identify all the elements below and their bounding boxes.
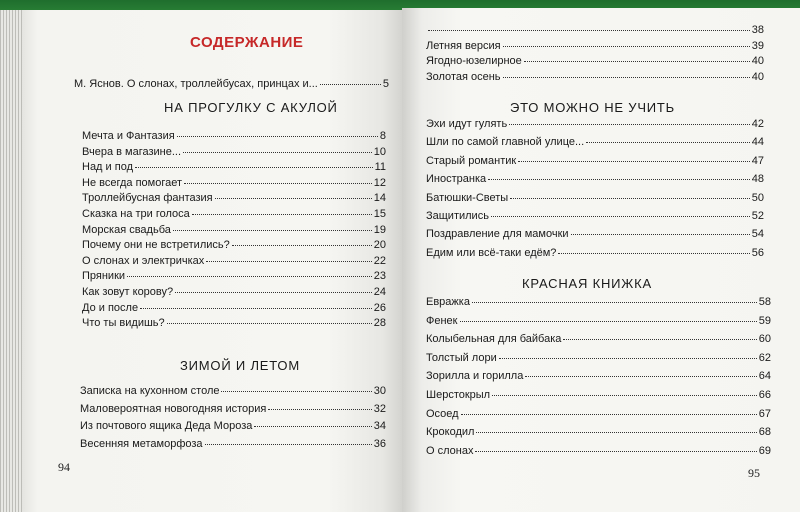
- entry-page: 28: [373, 317, 386, 330]
- leader-dots: [558, 253, 749, 254]
- entry-page: 19: [373, 223, 386, 236]
- toc-entry: [82, 130, 386, 142]
- toc-entry: [82, 192, 386, 204]
- entry-page: 68: [758, 426, 771, 439]
- entry-page: 22: [373, 254, 386, 267]
- entry-title: Едим или всё-таки едём?: [426, 246, 557, 259]
- toc-entry: [426, 71, 764, 83]
- section-heading-4: КРАСНАЯ КНИЖКА: [522, 276, 652, 291]
- toc-entry: [82, 270, 386, 282]
- entry-page: 10: [373, 145, 386, 158]
- entry-page: 5: [382, 78, 389, 90]
- toc-entry: [82, 302, 386, 314]
- entry-title: О слонах и электричках: [82, 254, 205, 267]
- entry-page: 30: [373, 385, 386, 397]
- toc-entry: [426, 333, 771, 345]
- entry-page: 23: [373, 270, 386, 283]
- toc-entry: [426, 296, 771, 308]
- entry-title: Почему они не встретились?: [82, 239, 230, 252]
- leader-dots: [460, 321, 757, 322]
- entry-page: 66: [758, 389, 771, 401]
- entry-page: 38: [751, 24, 764, 36]
- entry-page: 64: [758, 370, 771, 383]
- leader-dots: [571, 234, 750, 235]
- toc-entry: [80, 438, 386, 450]
- leader-dots: [140, 308, 372, 309]
- entry-page: 36: [373, 437, 386, 450]
- entry-title: Морская свадьба: [82, 223, 171, 236]
- toc-entry: [426, 408, 771, 420]
- entry-page: 62: [758, 351, 771, 364]
- leader-dots: [183, 152, 372, 153]
- leader-dots: [428, 30, 750, 31]
- leader-dots: [221, 391, 371, 392]
- toc-entry: [82, 286, 386, 298]
- toc-entry: [426, 228, 764, 240]
- entry-page: 47: [751, 154, 764, 167]
- toc-entry: [82, 255, 386, 267]
- toc-entry: [80, 403, 386, 415]
- entry-page: 54: [751, 228, 764, 241]
- entry-title: Поздравление для мамочки: [426, 228, 569, 241]
- entry-title: Пряники: [82, 270, 126, 283]
- leader-dots: [461, 414, 757, 415]
- leader-dots: [175, 292, 372, 293]
- entry-title: Летняя версия: [426, 39, 501, 52]
- entry-page: 34: [373, 420, 386, 432]
- leader-dots: [205, 444, 372, 445]
- entry-page: 8: [379, 130, 386, 142]
- toc-entry: [426, 173, 764, 185]
- entry-page: 56: [751, 246, 764, 259]
- page-edges: [0, 10, 22, 512]
- leader-dots: [135, 167, 373, 168]
- entry-title: Как зовут корову?: [82, 286, 174, 298]
- entry-title: Фенек: [426, 314, 458, 327]
- leader-dots: [499, 358, 757, 359]
- entry-page: 59: [758, 314, 771, 327]
- entry-page: 15: [373, 208, 386, 220]
- toc-entry: [426, 40, 764, 52]
- entry-page: 67: [758, 407, 771, 420]
- entry-page: 11: [374, 161, 386, 174]
- entry-page: 12: [373, 176, 386, 189]
- entry-title: Батюшки-Светы: [426, 191, 509, 204]
- entry-title: Весенняя метаморфоза: [80, 437, 203, 450]
- entry-page: 14: [373, 192, 386, 205]
- entry-title: Маловероятная новогодняя история: [80, 402, 267, 415]
- entry-page: 39: [751, 39, 764, 52]
- entry-title: Зорилла и горилла: [426, 370, 524, 383]
- entry-title: Защитились: [426, 210, 489, 222]
- entry-title: Колыбельная для байбака: [426, 333, 562, 346]
- entry-page: 58: [758, 296, 771, 308]
- entry-title: Иностранка: [426, 173, 487, 186]
- entry-title: Евражка: [426, 296, 470, 308]
- page-number-right: 95: [748, 466, 760, 480]
- leader-dots: [525, 376, 756, 377]
- leader-dots: [167, 323, 372, 324]
- leader-dots: [563, 339, 756, 340]
- leader-dots: [206, 261, 371, 262]
- toc-entry: [426, 55, 764, 67]
- section-heading-1: НА ПРОГУЛКУ С АКУЛОЙ: [164, 100, 338, 115]
- toc-entry: [426, 389, 771, 401]
- toc-entry: [426, 155, 764, 167]
- entry-title: Вчера в магазине...: [82, 145, 182, 158]
- leader-dots: [488, 179, 750, 180]
- entry-page: 48: [751, 173, 764, 186]
- section-heading-3: ЭТО МОЖНО НЕ УЧИТЬ: [510, 100, 676, 115]
- entry-page: 42: [751, 118, 764, 130]
- toc-entry: [80, 385, 386, 397]
- toc-entry: [426, 192, 764, 204]
- leader-dots: [215, 198, 372, 199]
- entry-page: 69: [758, 444, 771, 457]
- toc-entry-intro: [74, 78, 389, 90]
- entry-title: Крокодил: [426, 426, 475, 439]
- entry-title: М. Яснов. О слонах, троллейбусах, принцах и...: [74, 78, 318, 90]
- toc-entry: [426, 210, 764, 222]
- entry-page: 24: [373, 286, 386, 298]
- entry-page: 50: [751, 191, 764, 204]
- leader-dots: [472, 302, 757, 303]
- entry-title: Старый романтик: [426, 154, 517, 167]
- toc-entry: [82, 208, 386, 220]
- leader-dots: [476, 432, 756, 433]
- page-number-left: 94: [58, 460, 70, 474]
- entry-title: О слонах: [426, 444, 474, 457]
- entry-title: Эхи идут гулять: [426, 118, 508, 130]
- leader-dots: [268, 409, 371, 410]
- entry-page: 20: [373, 239, 386, 252]
- toc-entry: [82, 239, 386, 251]
- contents-title: СОДЕРЖАНИЕ: [190, 34, 304, 51]
- toc-entry: [426, 118, 764, 130]
- leader-dots: [492, 395, 757, 396]
- entry-title: Из почтового ящика Деда Мороза: [80, 420, 253, 432]
- leader-dots: [177, 136, 378, 137]
- toc-entry: [82, 224, 386, 236]
- entry-page: 60: [758, 333, 771, 346]
- leader-dots: [503, 77, 750, 78]
- toc-entry: [426, 370, 771, 382]
- entry-page: 40: [751, 70, 764, 83]
- leader-dots: [524, 61, 750, 62]
- entry-title: Не всегда помогает: [82, 176, 182, 189]
- entry-title: Сказка на три голоса: [82, 208, 190, 220]
- toc-entry: [82, 177, 386, 189]
- entry-title: До и после: [82, 301, 139, 314]
- leader-dots: [184, 183, 372, 184]
- leader-dots: [320, 84, 381, 85]
- entry-title: Толстый лори: [426, 351, 497, 364]
- entry-page: 44: [751, 136, 764, 149]
- toc-entry: [82, 146, 386, 158]
- toc-entry: [426, 247, 764, 259]
- entry-title: Шерстокрыл: [426, 389, 491, 401]
- entry-page: 32: [373, 402, 386, 415]
- entry-title: Ягодно-юзелирное: [426, 55, 522, 67]
- entry-page: 52: [751, 210, 764, 222]
- leader-dots: [510, 198, 750, 199]
- leader-dots: [503, 46, 750, 47]
- entry-title: Золотая осень: [426, 70, 501, 83]
- leader-dots: [232, 245, 372, 246]
- toc-entry: [82, 317, 386, 329]
- toc-entry: [426, 136, 764, 148]
- leader-dots: [491, 216, 750, 217]
- entry-title: Что ты видишь?: [82, 317, 165, 330]
- leader-dots: [127, 276, 372, 277]
- toc-entry: [426, 315, 771, 327]
- leader-dots: [192, 214, 372, 215]
- toc-entry: [426, 352, 771, 364]
- leader-dots: [518, 161, 750, 162]
- toc-entry: [82, 161, 386, 173]
- entry-title: Над и под: [82, 161, 133, 174]
- leader-dots: [173, 230, 372, 231]
- toc-entry: [426, 445, 771, 457]
- entry-title: Осоед: [426, 407, 459, 420]
- toc-entry: [426, 24, 764, 36]
- section-heading-2: ЗИМОЙ И ЛЕТОМ: [180, 358, 300, 373]
- toc-entry: [80, 420, 386, 432]
- leader-dots: [586, 142, 750, 143]
- entry-title: Мечта и Фантазия: [82, 130, 175, 142]
- toc-entry: [426, 426, 771, 438]
- entry-page: 40: [751, 55, 764, 67]
- entry-title: Шли по самой главной улице...: [426, 136, 585, 149]
- entry-page: 26: [373, 301, 386, 314]
- entry-title: Записка на кухонном столе: [80, 385, 220, 397]
- leader-dots: [509, 124, 750, 125]
- leader-dots: [475, 451, 756, 452]
- leader-dots: [254, 426, 371, 427]
- entry-title: Троллейбусная фантазия: [82, 192, 213, 205]
